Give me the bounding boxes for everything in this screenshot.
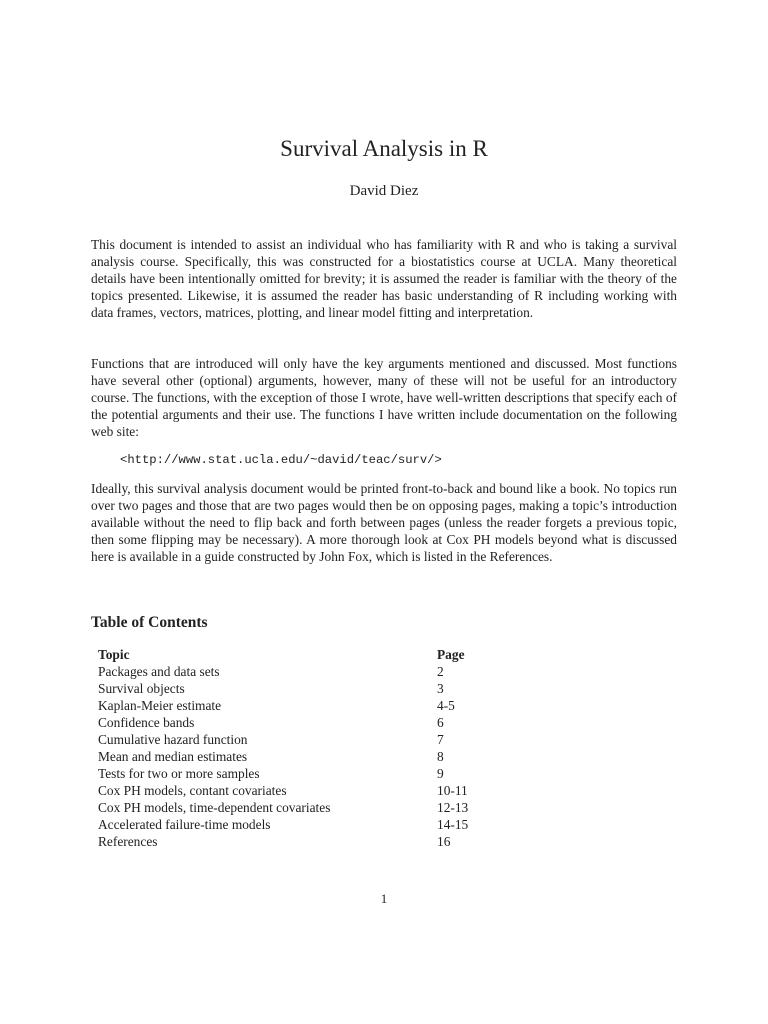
toc-topic: Confidence bands [98, 715, 195, 730]
toc-row [98, 782, 498, 799]
toc-page: 4-5 [437, 698, 455, 713]
toc-topic: Cox PH models, time-dependent covariates [98, 800, 331, 815]
toc-topic: Kaplan-Meier estimate [98, 698, 222, 713]
toc-page: 7 [437, 732, 444, 747]
toc-topic: Accelerated failure-time models [98, 817, 271, 832]
toc-heading: Table of Contents [91, 614, 208, 631]
toc-page: 16 [437, 834, 451, 849]
toc-page: 2 [437, 664, 444, 679]
documentation-url: <http://www.stat.ucla.edu/~david/teac/surv/> [120, 453, 442, 467]
intro-paragraph: This document is intended to assist an individual who has familiarity with R and who is taking a survival analysis course. Specifically, this was constructed for a biostatistics course at UCLA. Many theoretical details have been intentionally omitted for brevity; it is assumed the reader is familiar with the theory of the topics presented. Likewise, it is assumed the reader has basic understanding of R including working with data frames, vectors, matrices, plotting, and linear model fitting and interpretation. [91, 237, 677, 320]
printing-paragraph: Ideally, this survival analysis document would be printed front-to-back and bound like a book. No topics run over two pages and those that are two pages would then be on opposing pages, making a topic’s introduction available without the need to flip back and forth between pages (unless the reader forgets a previous topic, then some flipping may be necessary). A more thorough look at Cox PH models beyond what is discussed here is available in a guide constructed by John Fox, which is listed in the References. [91, 481, 677, 564]
toc-topic: Cox PH models, contant covariates [98, 783, 287, 798]
page-number: 1 [380, 891, 388, 906]
toc-table [98, 646, 498, 850]
toc-row [98, 714, 498, 731]
toc-row [98, 697, 498, 714]
document-title: Survival Analysis in R [280, 136, 488, 161]
toc-row [98, 833, 498, 850]
functions-paragraph: Functions that are introduced will only have the key arguments mentioned and discussed. Most functions have several other (optional) arguments, however, many of these will not be useful for an introductory course. The functions, with the exception of those I wrote, have well-written descriptions that specify each of the potential arguments and their use. The functions I have written include documentation on the following web site: [91, 356, 677, 439]
toc-row [98, 680, 498, 697]
toc-row [98, 816, 498, 833]
toc-page-header: Page [437, 647, 465, 662]
toc-row [98, 748, 498, 765]
toc-topic: Cumulative hazard function [98, 732, 248, 747]
toc-topic: Mean and median estimates [98, 749, 248, 764]
toc-header-row [98, 646, 498, 663]
toc-topic: Tests for two or more samples [98, 766, 260, 781]
toc-page: 6 [437, 715, 444, 730]
toc-page: 9 [437, 766, 444, 781]
toc-row [98, 731, 498, 748]
toc-topic: References [98, 834, 158, 849]
toc-row [98, 663, 498, 680]
toc-topic: Survival objects [98, 681, 185, 696]
toc-page: 12-13 [437, 800, 469, 815]
toc-page: 10-11 [437, 783, 468, 798]
toc-row [98, 765, 498, 782]
toc-page: 3 [437, 681, 444, 696]
document-author: David Diez [349, 183, 419, 199]
toc-page: 14-15 [437, 817, 469, 832]
toc-row [98, 799, 498, 816]
toc-page: 8 [437, 749, 444, 764]
toc-topic: Packages and data sets [98, 664, 220, 679]
toc-topic-header: Topic [98, 647, 130, 662]
